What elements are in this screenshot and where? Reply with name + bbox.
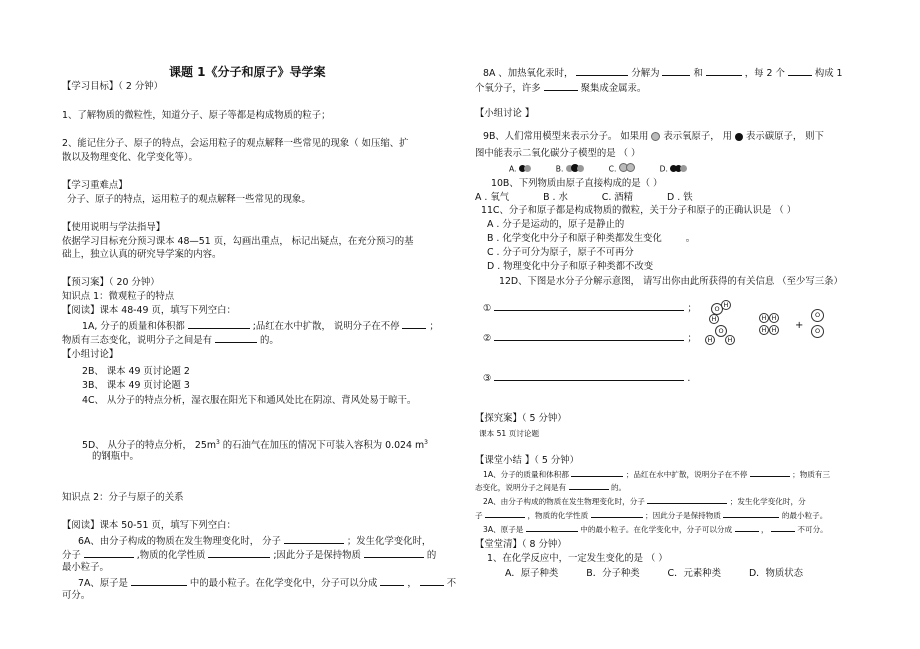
answer-line-2: ② ； [483, 333, 697, 344]
blank[interactable] [544, 81, 578, 91]
learning-goal-heading: 【学习目标】（ 2 分钟） [62, 81, 163, 92]
blank[interactable] [208, 548, 270, 558]
answer-blank-3[interactable] [494, 371, 684, 381]
hydrogen-atom: H [709, 314, 719, 324]
blank[interactable] [284, 534, 344, 544]
blank[interactable] [723, 510, 779, 518]
question-1b: 物质有三态变化，说明分子之间是有 的。 [62, 335, 279, 346]
blank[interactable] [402, 319, 426, 329]
oxygen-atom: O [715, 325, 727, 337]
question-6b: 分子 ,物质的化学性质 ;因此分子是保持物质 的 [62, 550, 437, 561]
answer-blank-1[interactable] [494, 301, 684, 311]
question-1a: 1A, 分子的质量和体积都 ;品红在水中扩散， 说明分子在不停 ； [82, 321, 439, 332]
oxygen-atom: O [711, 303, 723, 315]
blank[interactable] [380, 576, 404, 586]
question-8b: 个氧分子，许多 聚集成金属汞。 [475, 83, 647, 94]
hydrogen-atom: H [705, 335, 715, 345]
blank[interactable] [662, 66, 690, 76]
question-2b: 2B、 课本 49 页讨论题 2 [82, 366, 190, 377]
blank[interactable] [647, 496, 727, 504]
question-8a: 8A 、加热氧化汞时， 分解为 和 ，每 2 个 构成 1 [483, 68, 843, 79]
question-7b: 可分。 [62, 590, 91, 601]
blank[interactable] [215, 333, 257, 343]
option-11c[interactable]: C . 分子可分为原子，原子不可再分 [487, 247, 634, 258]
check-question-1: 1、在化学反应中，一定发生变化的是 （ ） [487, 553, 668, 564]
group-discussion-heading: 【小组讨论】 [62, 349, 119, 360]
carbon-atom-icon [735, 133, 743, 141]
question-9b: 9B、人们常用模型来表示分子。 如果用 表示氧原子， 用 表示碳原子， 则下 [483, 131, 824, 142]
option-11d[interactable]: D . 物理变化中分子和原子种类都不改变 [487, 261, 654, 272]
blank[interactable] [131, 576, 187, 586]
page-title: 课题 1《分子和原子》导学案 [169, 65, 326, 79]
question-6c: 最小粒子。 [62, 562, 109, 573]
molecule-a-icon [519, 164, 531, 176]
question-3b: 3B、 课本 49 页讨论题 3 [82, 380, 190, 391]
hydrogen-atom: H [721, 300, 731, 310]
question-5d: 5D、 从分子的特点分析， $25m^3$ 的石油气在加压的情况下可装入容积为 0.024 $m^3$ [82, 439, 428, 452]
blank[interactable] [750, 469, 790, 477]
key-points-heading: 【学习重难点】 [62, 180, 128, 191]
plus-sign: + [795, 320, 804, 331]
blank[interactable] [591, 510, 643, 518]
question-10b: 10B、下列物质由原子直接构成的是（ ） [491, 178, 663, 189]
group-discussion-heading-2: 【小组讨论 】 [475, 108, 535, 119]
knowledge-point-2: 知识点 2：分子与原子的关系 [62, 492, 184, 503]
blank[interactable] [84, 548, 134, 558]
water-decomposition-diagram [707, 297, 837, 357]
option-11b[interactable]: B . 化学变化中分子和原子种类都发生变化 。 [487, 233, 696, 244]
reading-1: 【阅读】课本 48-49 页，填写下列空白： [62, 305, 236, 316]
goal-1: 1、了解物质的微粒性，知道分子、原子等都是构成物质的粒子； [62, 110, 331, 121]
check-question-1-options: A．原子种类 B．分子种类 C．元素种类 D．物质状态 [505, 568, 804, 579]
summary-1a: 1A、分子的质量和体积都 ；品红在水中扩散，说明分子在不停 ；物质有三 [483, 470, 831, 479]
question-9-options: A. B. C. D. [509, 163, 687, 176]
question-5d-cont: 的钢瓶中。 [92, 451, 139, 462]
blank[interactable] [735, 524, 759, 532]
classroom-check-heading: 【堂堂清】（ 8 分钟） [475, 539, 567, 550]
hydrogen-atom: H [769, 313, 779, 323]
blank[interactable] [569, 482, 609, 490]
explore-text: 课本 51 页讨论题 [479, 429, 540, 438]
question-9b-cont: 图中能表示二氧化碳分子模型的是 （ ） [475, 148, 641, 159]
molecule-b-icon [566, 164, 584, 176]
hydrogen-atom: H [769, 325, 779, 335]
hydrogen-atom: H [759, 325, 769, 335]
blank[interactable] [788, 66, 812, 76]
key-points-text: 分子、原子的特点，运用粒子的观点解释一些常见的现象。 [67, 194, 311, 205]
answer-blank-2[interactable] [494, 331, 684, 341]
answer-line-1: ① ； [483, 303, 697, 314]
question-7a: 7A、原子是 中的最小粒子。在化学变化中，分子可以分成 ， 不 [78, 578, 457, 589]
summary-3a: 3A、原子是 中的最小粒子。在化学变化中，分子可以分成 ， 不可分。 [483, 525, 828, 534]
usage-text-2: 础上，独立认真的研究导学案的内容。 [62, 249, 222, 260]
usage-heading: 【使用说明与学法指导】 [62, 222, 166, 233]
question-4c: 4C、 从分子的特点分析，湿衣服在阳光下和通风处比在阴凉、背风处易于晾干。 [82, 395, 417, 406]
summary-1b: 态变化，说明分子之间是有 的。 [475, 483, 627, 492]
blank[interactable] [576, 66, 628, 76]
molecule-d-icon [670, 164, 687, 176]
blank[interactable] [771, 524, 795, 532]
preview-heading: 【预习案】（ 20 分钟） [62, 277, 160, 288]
hydrogen-atom: H [725, 335, 735, 345]
usage-text-1: 依据学习目标充分预习课本 48—51 页，勾画出重点， 标记出疑点，在充分预习的基 [62, 236, 414, 247]
summary-2b: 子 ，物质的化学性质 ；因此分子是保持物质 的最小粒子。 [475, 511, 828, 520]
molecule-c-icon [619, 163, 635, 176]
explore-heading: 【探究案】（ 5 分钟） [475, 413, 567, 424]
option-11a[interactable]: A . 分子是运动的，原子是静止的 [487, 219, 625, 230]
oxygen-atom: O [811, 325, 824, 338]
blank[interactable] [706, 66, 742, 76]
blank[interactable] [420, 576, 444, 586]
question-6a: 6A、由分子构成的物质在发生物理变化时， 分子 ；发生化学变化时， [78, 536, 432, 547]
oxygen-atom-icon [651, 132, 660, 141]
blank[interactable] [526, 524, 578, 532]
blank[interactable] [364, 548, 424, 558]
knowledge-point-1: 知识点 1：微观粒子的特点 [62, 291, 175, 302]
summary-heading: 【课堂小结 】（ 5 分钟） [475, 455, 579, 466]
oxygen-atom: O [811, 309, 824, 322]
hydrogen-atom: H [759, 313, 769, 323]
blank[interactable] [571, 469, 623, 477]
blank[interactable] [188, 319, 250, 329]
question-11c: 11C、分子和原子都是构成物质的微粒，关于分子和原子的正确认识是 （ ） [481, 205, 797, 216]
reading-2: 【阅读】课本 50-51 页，填写下列空白： [62, 520, 236, 531]
question-12d: 12D、下图是水分子分解示意图， 请写出你由此所获得的有关信息 （至少写三条） [499, 276, 843, 287]
blank[interactable] [485, 510, 525, 518]
answer-line-3: ③ . [483, 373, 691, 384]
goal-2b: 散以及物理变化、化学变化等）。 [62, 152, 198, 163]
goal-2a: 2、能记住分子、原子的特点，会运用粒子的观点解释一些常见的现象（ 如压缩、扩 [62, 138, 409, 149]
summary-2a: 2A、由分子构成的物质在发生物理变化时，分子 ；发生化学变化时，分 [483, 497, 806, 506]
question-10-options: A . 氧气 B . 水 C. 酒精 D . 铁 [475, 192, 693, 203]
